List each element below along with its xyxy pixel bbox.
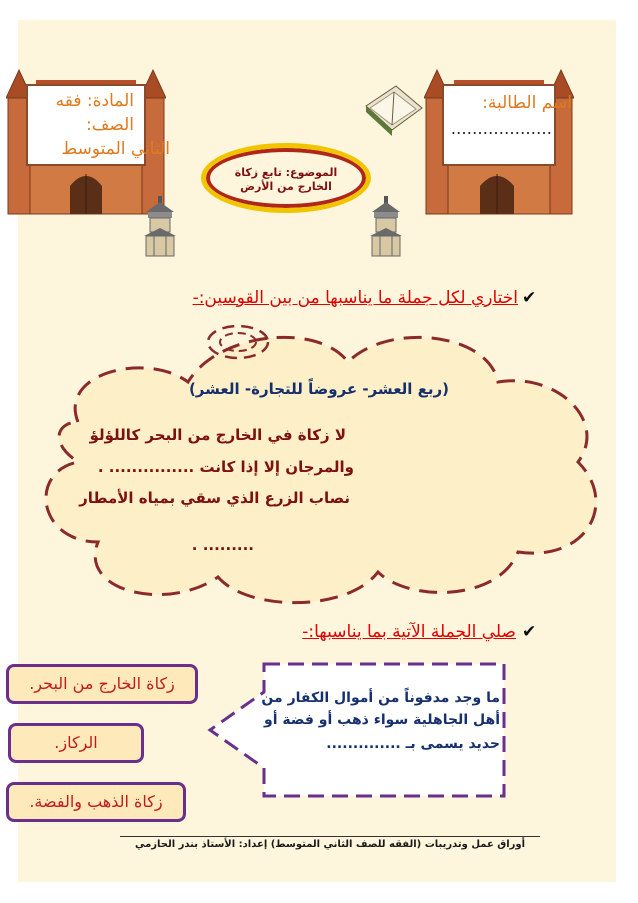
subject-label: المادة: فقه xyxy=(55,91,134,111)
book-icon xyxy=(362,78,426,142)
left-castle-frame xyxy=(6,66,170,216)
question-line-4: ......... . xyxy=(191,536,254,554)
match-option-1[interactable]: زكاة الخارج من البحر. xyxy=(6,664,198,704)
match-question-line-3: حديد يسمى بـ .............. xyxy=(326,736,500,752)
section2-heading: صلي الجملة الآتية بما يناسبها:- xyxy=(302,622,516,642)
lantern-icon-left xyxy=(140,196,180,258)
section1-check-icon: ✔ xyxy=(522,288,537,308)
topic-line-1: الموضوع: تابع زكاة xyxy=(234,166,338,179)
question-line-2: والمرجان إلا إذا كانت ............... . xyxy=(97,458,354,476)
question-line-3: نصاب الزرع الذي سقي بمياه الأمطار xyxy=(79,489,350,507)
topic-line-2: الخارج من الأرض xyxy=(240,180,332,193)
class-value: الثاني المتوسط xyxy=(61,139,170,159)
student-name-label: اسم الطالبة: xyxy=(482,93,572,113)
footer-credit: أوراق عمل وتدريبات (الفقه للصف الثاني المتوسط) إعداد: الأستاذ بندر الحازمي xyxy=(120,836,540,850)
student-name-blank: ………………. xyxy=(450,119,552,138)
section1-heading: اختاري لكل جملة ما يناسبها من بين القوسين:- xyxy=(192,288,518,308)
match-option-2[interactable]: الركاز. xyxy=(8,723,144,763)
choices-line: (ربع العشر- عروضاً للتجارة- العشر) xyxy=(188,380,450,398)
question-line-1: لا زكاة في الخارج من البحر كاللؤلؤ xyxy=(89,426,346,444)
match-option-3[interactable]: زكاة الذهب والفضة. xyxy=(6,782,186,822)
right-castle-frame xyxy=(424,66,574,216)
topic-ellipse xyxy=(201,143,371,213)
class-label: الصف: xyxy=(86,115,134,135)
match-question-line-1: ما وجد مدفوناً من أموال الكفار من xyxy=(261,690,500,706)
lantern-icon-right xyxy=(366,196,406,258)
section2-check-icon: ✔ xyxy=(522,622,537,642)
match-question-line-2: أهل الجاهلية سواء ذهب أو فضة أو xyxy=(264,712,500,728)
arrow-callout xyxy=(204,656,524,806)
